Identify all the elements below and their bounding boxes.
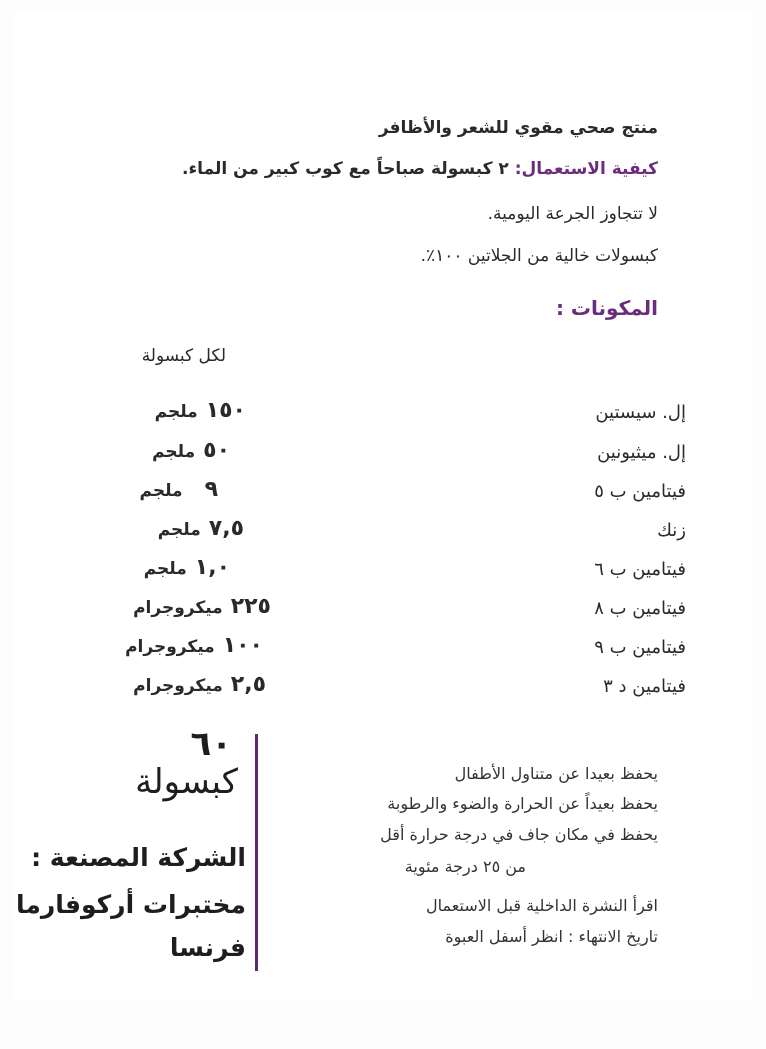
ingredient-unit: ملجم: [157, 520, 201, 540]
product-title: منتج صحي مقوي للشعر والأظافر: [378, 118, 658, 138]
ingredient-unit: ملجم: [143, 559, 187, 579]
ingredient-name: زنك: [657, 520, 686, 541]
ingredients-heading: المكونات :: [555, 296, 658, 320]
gelatin-free-note: كبسولات خالية من الجلاتين ١٠٠٪.: [420, 246, 658, 266]
manufacturer-name: مختبرات أركوفارما: [15, 890, 246, 919]
ingredient-unit: ميكروجرام: [133, 676, 223, 696]
per-capsule-label: لكل كبسولة: [141, 346, 226, 366]
vertical-divider: [255, 734, 258, 971]
storage-line: يحفظ في مكان جاف في درجة حرارة أقل: [380, 825, 658, 844]
ingredient-unit: ميكروجرام: [125, 637, 215, 657]
usage-label: كيفية الاستعمال:: [514, 159, 658, 179]
storage-line: يحفظ بعيدا عن متناول الأطفال: [454, 764, 658, 783]
storage-line: اقرأ النشرة الداخلية قبل الاستعمال: [426, 896, 658, 915]
ingredient-name: فيتامين ب ٥: [594, 481, 686, 502]
ingredient-value: ١٠٠: [222, 633, 263, 658]
usage-text: ٢ كبسولة صباحاً مع كوب كبير من الماء.: [182, 159, 515, 179]
ingredient-value: ٢٢٥: [230, 594, 271, 619]
ingredient-amount: [152, 438, 230, 463]
ingredient-name: إل. ميثيونين: [597, 442, 686, 463]
ingredient-amount: [125, 633, 263, 658]
ingredient-unit: ملجم: [154, 402, 198, 422]
ingredient-name: فيتامين ب ٦: [594, 559, 686, 580]
ingredient-name: فيتامين ب ٩: [594, 637, 686, 658]
capsule-unit: كبسولة: [135, 762, 238, 802]
ingredient-unit: ملجم: [139, 481, 183, 501]
usage-instructions: [182, 159, 658, 179]
dosage-warning: لا تتجاوز الجرعة اليومية.: [487, 204, 658, 224]
ingredient-value: ٧,٥: [208, 516, 244, 541]
ingredient-amount: [133, 594, 271, 619]
manufacturer-label: الشركة المصنعة :: [31, 843, 246, 872]
ingredient-value: ٥٠: [203, 438, 230, 463]
ingredient-name: إل. سيستين: [595, 402, 686, 423]
ingredient-amount: [133, 672, 266, 697]
ingredient-amount: [140, 477, 219, 502]
ingredient-unit: ملجم: [152, 442, 196, 462]
capsule-count: ٦٠: [190, 724, 232, 764]
ingredient-amount: [158, 516, 244, 541]
ingredient-name: فيتامين ب ٨: [594, 598, 686, 619]
storage-line: من ٢٥ درجة مئوية: [404, 857, 526, 876]
ingredient-name: فيتامين د ٣: [603, 676, 686, 697]
ingredient-amount: [144, 555, 230, 580]
storage-line: تاريخ الانتهاء : انظر أسفل العبوة: [445, 927, 658, 946]
ingredient-amount: [155, 398, 246, 423]
manufacturer-country: فرنسا: [169, 933, 246, 962]
ingredient-value: ٩: [204, 477, 218, 502]
ingredient-value: ١٥٠: [205, 398, 246, 423]
ingredient-value: ١,٠: [194, 555, 230, 580]
storage-line: يحفظ بعيداً عن الحرارة والضوء والرطوبة: [387, 794, 658, 813]
ingredient-unit: ميكروجرام: [133, 598, 223, 618]
ingredient-value: ٢,٥: [230, 672, 266, 697]
